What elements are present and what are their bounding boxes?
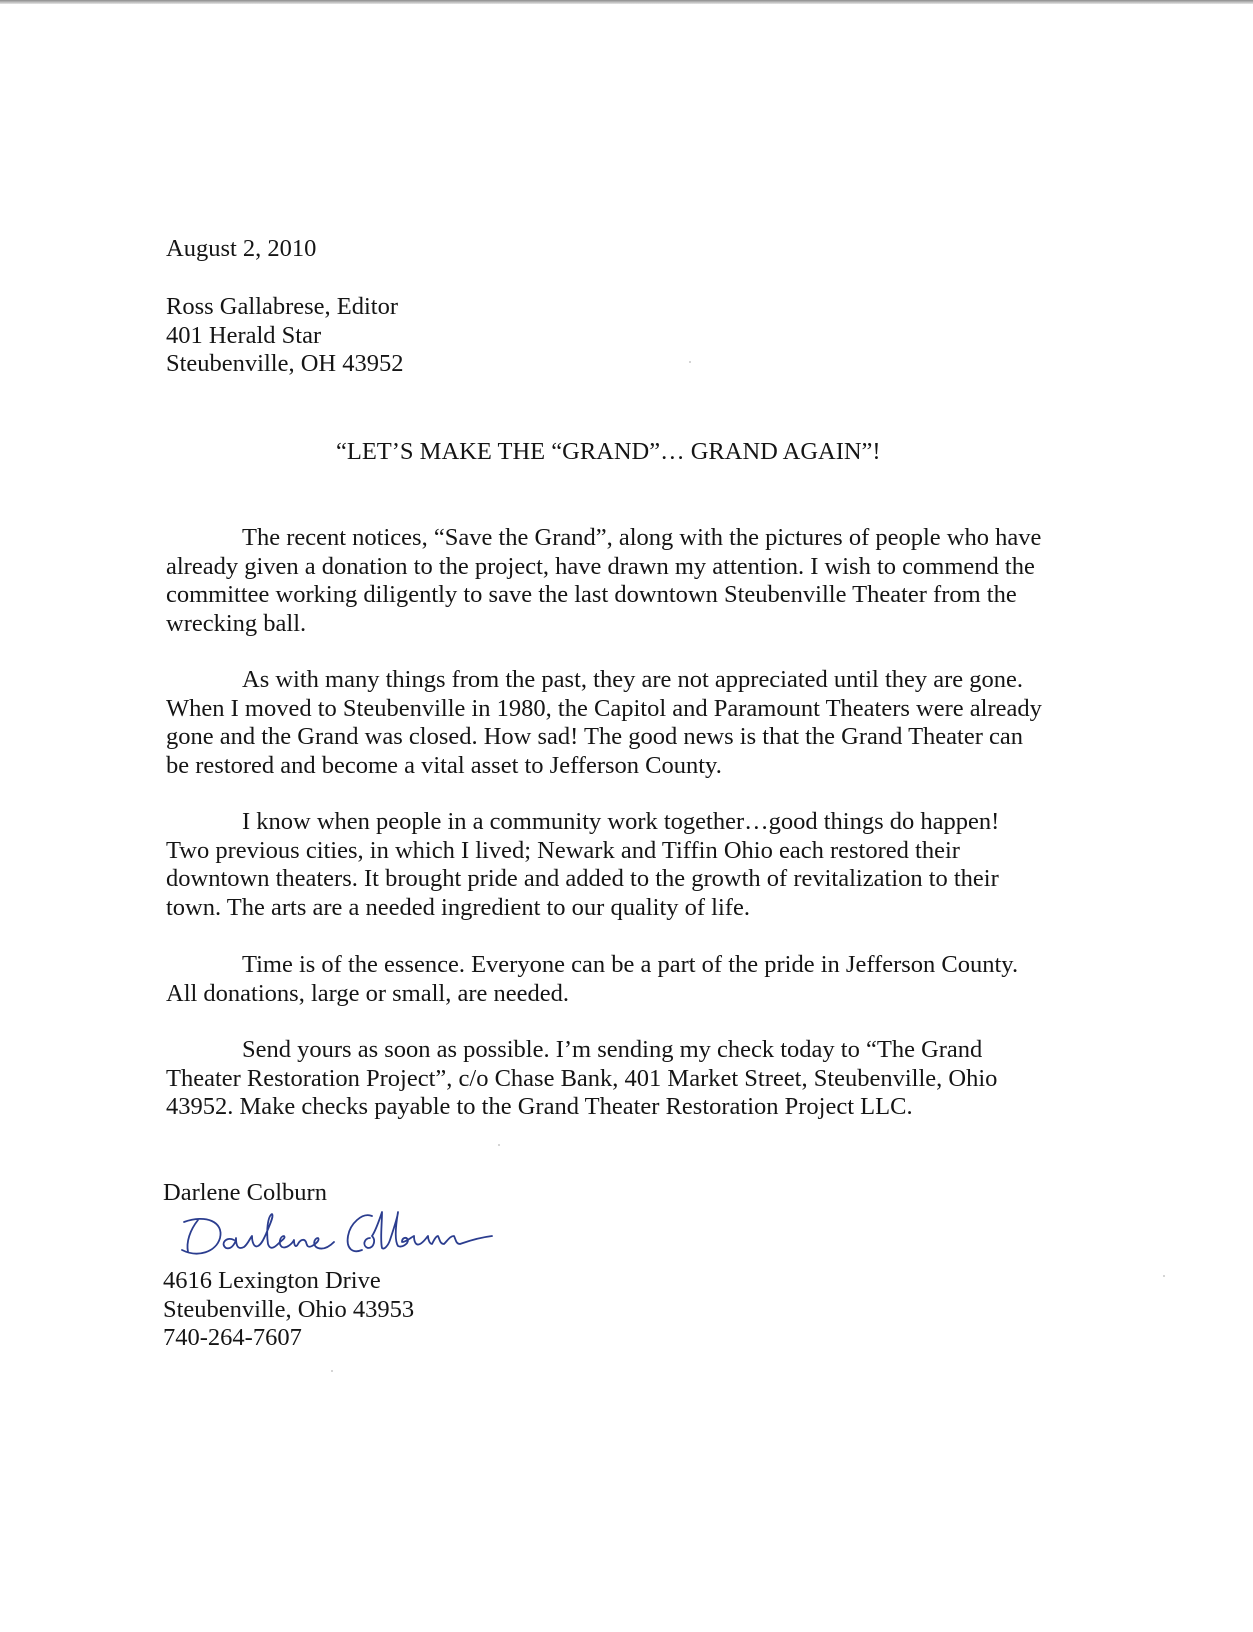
scan-speck [331,1370,333,1372]
paragraph-line: already given a donation to the project, have drawn my attention. I wish to commend the [166,552,1035,580]
sender-name: Darlene Colburn [163,1179,327,1206]
paragraph-line: As with many things from the past, they are not appreciated until they are gone. [242,666,1024,693]
paragraph-line: 43952. Make checks payable to the Grand Theater Restoration Project LLC. [166,1093,913,1120]
scan-speck [498,1144,500,1146]
scan-speck [1163,1275,1165,1277]
recipient-line: 401 Herald Star [166,321,322,349]
paragraph-line: Theater Restoration Project”, c/o Chase Bank, 401 Market Street, Steubenville, Ohio [166,1064,998,1092]
body-paragraph [166,1036,1086,1122]
letter-heading: “LET’S MAKE THE “GRAND”… GRAND AGAIN”! [336,438,881,465]
recipient-line: Ross Gallabrese, Editor [166,293,399,320]
paragraph-line: Two previous cities, in which I lived; Newark and Tiffin Ohio each restored their [166,836,960,864]
phone-number: 740-264-7607 [163,1324,302,1351]
body-paragraph [166,524,1086,638]
paragraph-line: town. The arts are a needed ingredient to our quality of life. [166,893,750,921]
paragraph-line: Send yours as soon as possible. I’m sending my check today to “The Grand [242,1036,983,1063]
paragraph-line: Time is of the essence. Everyone can be a part of the pride in Jefferson County. [242,951,1019,978]
paragraph-line: wrecking ball. [166,609,307,637]
paragraph-line: The recent notices, “Save the Grand”, along with the pictures of people who have [242,524,1042,551]
paragraph-line: I know when people in a community work together…good things do happen! [242,808,1000,835]
recipient-line: Steubenville, OH 43952 [166,350,404,377]
sender-address [163,1267,414,1353]
body-paragraph [166,666,1086,780]
body-paragraph [166,951,1086,1008]
paragraph-line: downtown theaters. It brought pride and added to the growth of revitalization to their [166,865,999,892]
recipient-address [166,293,404,379]
address-line: Steubenville, Ohio 43953 [163,1295,415,1323]
paragraph-line: When I moved to Steubenville in 1980, the Capitol and Paramount Theaters were already [166,694,1042,722]
scan-speck [689,361,691,363]
paragraph-line: be restored and become a vital asset to Jefferson County. [166,751,722,779]
paragraph-line: committee working diligently to save the last downtown Steubenville Theater from the [166,581,1017,608]
letter-date: August 2, 2010 [166,235,317,262]
address-line: 4616 Lexington Drive [163,1267,381,1294]
handwritten-signature [176,1200,526,1270]
paragraph-line: All donations, large or small, are needed. [166,979,569,1007]
paragraph-line: gone and the Grand was closed. How sad! The good news is that the Grand Theater can [166,723,1024,750]
body-paragraph [166,808,1086,922]
